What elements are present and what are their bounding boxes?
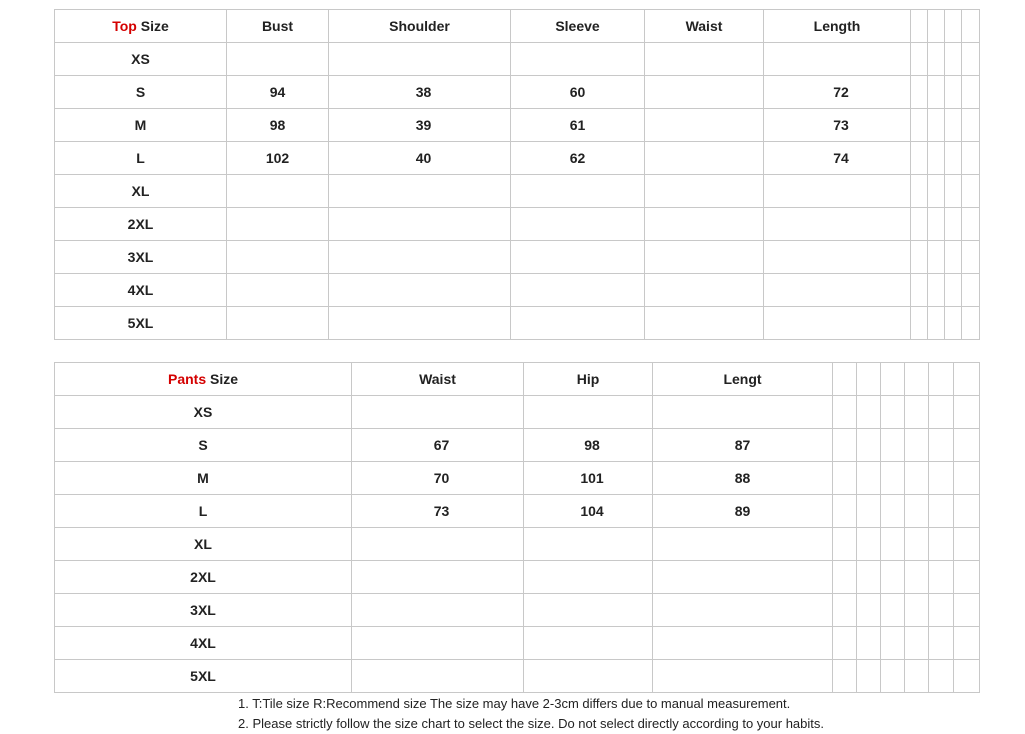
empty-cell <box>928 10 945 43</box>
table-row <box>55 76 980 109</box>
empty-cell <box>954 396 980 429</box>
measurement-cell <box>511 175 645 208</box>
empty-cell <box>911 274 928 307</box>
empty-cell <box>881 660 905 693</box>
measurement-cell <box>764 274 911 307</box>
table-row <box>55 495 980 528</box>
measurement-cell <box>227 307 329 340</box>
measurement-cell <box>524 561 653 594</box>
table-header-row <box>55 363 980 396</box>
measurement-cell: 98 <box>524 429 653 462</box>
measurement-cell <box>645 109 764 142</box>
empty-cell <box>881 429 905 462</box>
measurement-cell <box>329 274 511 307</box>
measurement-cell <box>764 43 911 76</box>
measurement-cell <box>352 627 524 660</box>
column-header: Lengt <box>653 363 833 396</box>
measurement-cell: 73 <box>352 495 524 528</box>
table-title-highlight: Top <box>112 18 137 34</box>
table-row <box>55 241 980 274</box>
empty-cell <box>833 594 857 627</box>
table-row <box>55 274 980 307</box>
measurement-cell <box>653 396 833 429</box>
empty-cell <box>962 175 980 208</box>
empty-cell <box>911 175 928 208</box>
column-header: Waist <box>645 10 764 43</box>
table-title-cell <box>55 10 227 43</box>
measurement-cell <box>329 241 511 274</box>
empty-cell <box>945 10 962 43</box>
measurement-cell <box>352 396 524 429</box>
measurement-cell <box>645 43 764 76</box>
empty-cell <box>962 10 980 43</box>
size-label: 2XL <box>55 208 227 241</box>
empty-cell <box>857 429 881 462</box>
measurement-cell <box>645 241 764 274</box>
empty-cell <box>945 274 962 307</box>
measurement-cell <box>764 175 911 208</box>
empty-cell <box>954 561 980 594</box>
table-row <box>55 396 980 429</box>
empty-cell <box>833 627 857 660</box>
measurement-cell: 104 <box>524 495 653 528</box>
empty-cell <box>881 396 905 429</box>
measurement-cell <box>764 208 911 241</box>
table-title-highlight: Pants <box>167 371 207 387</box>
size-label: M <box>55 462 352 495</box>
size-label: 4XL <box>55 627 352 660</box>
empty-cell <box>911 109 928 142</box>
empty-cell <box>833 495 857 528</box>
measurement-cell: 60 <box>511 76 645 109</box>
empty-cell <box>929 429 954 462</box>
size-label: XS <box>55 396 352 429</box>
measurement-cell: 39 <box>329 109 511 142</box>
empty-cell <box>962 274 980 307</box>
measurement-cell: 94 <box>227 76 329 109</box>
empty-cell <box>911 142 928 175</box>
empty-cell <box>928 76 945 109</box>
measurement-cell <box>645 307 764 340</box>
empty-cell <box>881 462 905 495</box>
measurement-cell <box>764 241 911 274</box>
empty-cell <box>905 396 929 429</box>
measurement-cell: 88 <box>653 462 833 495</box>
column-header: Sleeve <box>511 10 645 43</box>
measurement-cell <box>329 175 511 208</box>
table-row <box>55 208 980 241</box>
empty-cell <box>929 363 954 396</box>
measurement-cell <box>653 594 833 627</box>
measurement-cell: 87 <box>653 429 833 462</box>
measurement-cell: 74 <box>764 142 911 175</box>
size-label: 3XL <box>55 594 352 627</box>
measurement-cell <box>645 274 764 307</box>
measurement-cell <box>329 307 511 340</box>
measurement-cell <box>227 274 329 307</box>
empty-cell <box>905 429 929 462</box>
empty-cell <box>962 142 980 175</box>
size-label: XL <box>55 528 352 561</box>
empty-cell <box>911 10 928 43</box>
empty-cell <box>954 429 980 462</box>
empty-cell <box>911 76 928 109</box>
empty-cell <box>928 43 945 76</box>
measurement-cell <box>653 627 833 660</box>
table-row <box>55 462 980 495</box>
empty-cell <box>857 561 881 594</box>
size-label: 4XL <box>55 274 227 307</box>
measurement-cell <box>524 594 653 627</box>
measurement-cell <box>645 76 764 109</box>
size-label: 3XL <box>55 241 227 274</box>
size-label: M <box>55 109 227 142</box>
measurement-cell <box>511 208 645 241</box>
measurement-cell <box>352 660 524 693</box>
table-row <box>55 561 980 594</box>
empty-cell <box>929 462 954 495</box>
column-header: Waist <box>352 363 524 396</box>
empty-cell <box>962 43 980 76</box>
measurement-cell: 98 <box>227 109 329 142</box>
empty-cell <box>928 109 945 142</box>
table-row <box>55 528 980 561</box>
note-line: 1. T:Tile size R:Recommend size The size may have 2-3cm differs due to manual measurement. <box>238 696 791 711</box>
empty-cell <box>911 307 928 340</box>
measurement-cell <box>524 396 653 429</box>
size-label: XL <box>55 175 227 208</box>
empty-cell <box>962 109 980 142</box>
measurement-cell <box>227 241 329 274</box>
empty-cell <box>833 528 857 561</box>
empty-cell <box>945 307 962 340</box>
empty-cell <box>833 363 857 396</box>
empty-cell <box>945 241 962 274</box>
empty-cell <box>833 561 857 594</box>
empty-cell <box>905 528 929 561</box>
note-line: 2. Please strictly follow the size chart to select the size. Do not select directly according to your habits. <box>238 716 824 731</box>
empty-cell <box>928 142 945 175</box>
empty-cell <box>857 528 881 561</box>
empty-cell <box>905 660 929 693</box>
empty-cell <box>857 462 881 495</box>
empty-cell <box>945 208 962 241</box>
measurement-cell <box>653 660 833 693</box>
empty-cell <box>954 462 980 495</box>
empty-cell <box>929 495 954 528</box>
size-notes <box>238 694 824 734</box>
empty-cell <box>954 495 980 528</box>
measurement-cell <box>524 660 653 693</box>
size-label: S <box>55 76 227 109</box>
empty-cell <box>881 363 905 396</box>
empty-cell <box>962 76 980 109</box>
table-row <box>55 627 980 660</box>
empty-cell <box>929 660 954 693</box>
measurement-cell <box>329 43 511 76</box>
empty-cell <box>945 76 962 109</box>
empty-cell <box>857 660 881 693</box>
empty-cell <box>881 561 905 594</box>
empty-cell <box>905 363 929 396</box>
empty-cell <box>833 396 857 429</box>
measurement-cell <box>329 208 511 241</box>
measurement-cell: 61 <box>511 109 645 142</box>
measurement-cell: 102 <box>227 142 329 175</box>
empty-cell <box>911 208 928 241</box>
empty-cell <box>928 175 945 208</box>
empty-cell <box>962 208 980 241</box>
empty-cell <box>954 660 980 693</box>
empty-cell <box>928 241 945 274</box>
empty-cell <box>945 109 962 142</box>
measurement-cell: 73 <box>764 109 911 142</box>
measurement-cell <box>524 627 653 660</box>
measurement-cell <box>645 208 764 241</box>
table-title-rest: Size <box>136 18 169 34</box>
measurement-cell: 72 <box>764 76 911 109</box>
empty-cell <box>928 208 945 241</box>
measurement-cell <box>645 142 764 175</box>
empty-cell <box>928 274 945 307</box>
empty-cell <box>881 627 905 660</box>
size-label: L <box>55 495 352 528</box>
table-row <box>55 594 980 627</box>
measurement-cell <box>511 43 645 76</box>
column-header: Bust <box>227 10 329 43</box>
empty-cell <box>962 241 980 274</box>
measurement-cell <box>653 561 833 594</box>
empty-cell <box>833 462 857 495</box>
empty-cell <box>905 561 929 594</box>
column-header: Hip <box>524 363 653 396</box>
empty-cell <box>905 627 929 660</box>
measurement-cell <box>352 561 524 594</box>
empty-cell <box>929 594 954 627</box>
empty-cell <box>929 627 954 660</box>
table-row <box>55 142 980 175</box>
size-label: L <box>55 142 227 175</box>
measurement-cell <box>227 208 329 241</box>
pants-size-table <box>54 362 980 693</box>
measurement-cell <box>352 528 524 561</box>
measurement-cell: 67 <box>352 429 524 462</box>
size-label: 5XL <box>55 307 227 340</box>
empty-cell <box>857 627 881 660</box>
measurement-cell: 70 <box>352 462 524 495</box>
empty-cell <box>945 142 962 175</box>
empty-cell <box>954 528 980 561</box>
table-title-rest: Size <box>206 371 239 387</box>
empty-cell <box>911 43 928 76</box>
measurement-cell <box>764 307 911 340</box>
top-size-table <box>54 9 980 340</box>
measurement-cell <box>227 175 329 208</box>
measurement-cell: 89 <box>653 495 833 528</box>
measurement-cell: 40 <box>329 142 511 175</box>
empty-cell <box>928 307 945 340</box>
measurement-cell <box>511 274 645 307</box>
measurement-cell <box>645 175 764 208</box>
table-row <box>55 307 980 340</box>
empty-cell <box>954 363 980 396</box>
empty-cell <box>945 43 962 76</box>
measurement-cell <box>511 241 645 274</box>
column-header: Length <box>764 10 911 43</box>
empty-cell <box>857 495 881 528</box>
column-header: Shoulder <box>329 10 511 43</box>
empty-cell <box>833 429 857 462</box>
table-title-cell <box>55 363 352 396</box>
empty-cell <box>857 396 881 429</box>
measurement-cell <box>352 594 524 627</box>
empty-cell <box>857 363 881 396</box>
measurement-cell: 101 <box>524 462 653 495</box>
measurement-cell: 38 <box>329 76 511 109</box>
empty-cell <box>929 561 954 594</box>
measurement-cell <box>653 528 833 561</box>
measurement-cell <box>524 528 653 561</box>
empty-cell <box>954 627 980 660</box>
empty-cell <box>881 594 905 627</box>
size-label: S <box>55 429 352 462</box>
empty-cell <box>962 307 980 340</box>
size-label: 2XL <box>55 561 352 594</box>
measurement-cell <box>511 307 645 340</box>
table-row <box>55 109 980 142</box>
table-row <box>55 43 980 76</box>
empty-cell <box>881 495 905 528</box>
table-row <box>55 175 980 208</box>
empty-cell <box>911 241 928 274</box>
empty-cell <box>905 594 929 627</box>
empty-cell <box>929 396 954 429</box>
empty-cell <box>954 594 980 627</box>
size-label: 5XL <box>55 660 352 693</box>
empty-cell <box>929 528 954 561</box>
table-row <box>55 429 980 462</box>
size-label: XS <box>55 43 227 76</box>
empty-cell <box>857 594 881 627</box>
empty-cell <box>905 462 929 495</box>
measurement-cell <box>227 43 329 76</box>
table-header-row <box>55 10 980 43</box>
empty-cell <box>881 528 905 561</box>
empty-cell <box>833 660 857 693</box>
empty-cell <box>905 495 929 528</box>
empty-cell <box>945 175 962 208</box>
table-row <box>55 660 980 693</box>
measurement-cell: 62 <box>511 142 645 175</box>
